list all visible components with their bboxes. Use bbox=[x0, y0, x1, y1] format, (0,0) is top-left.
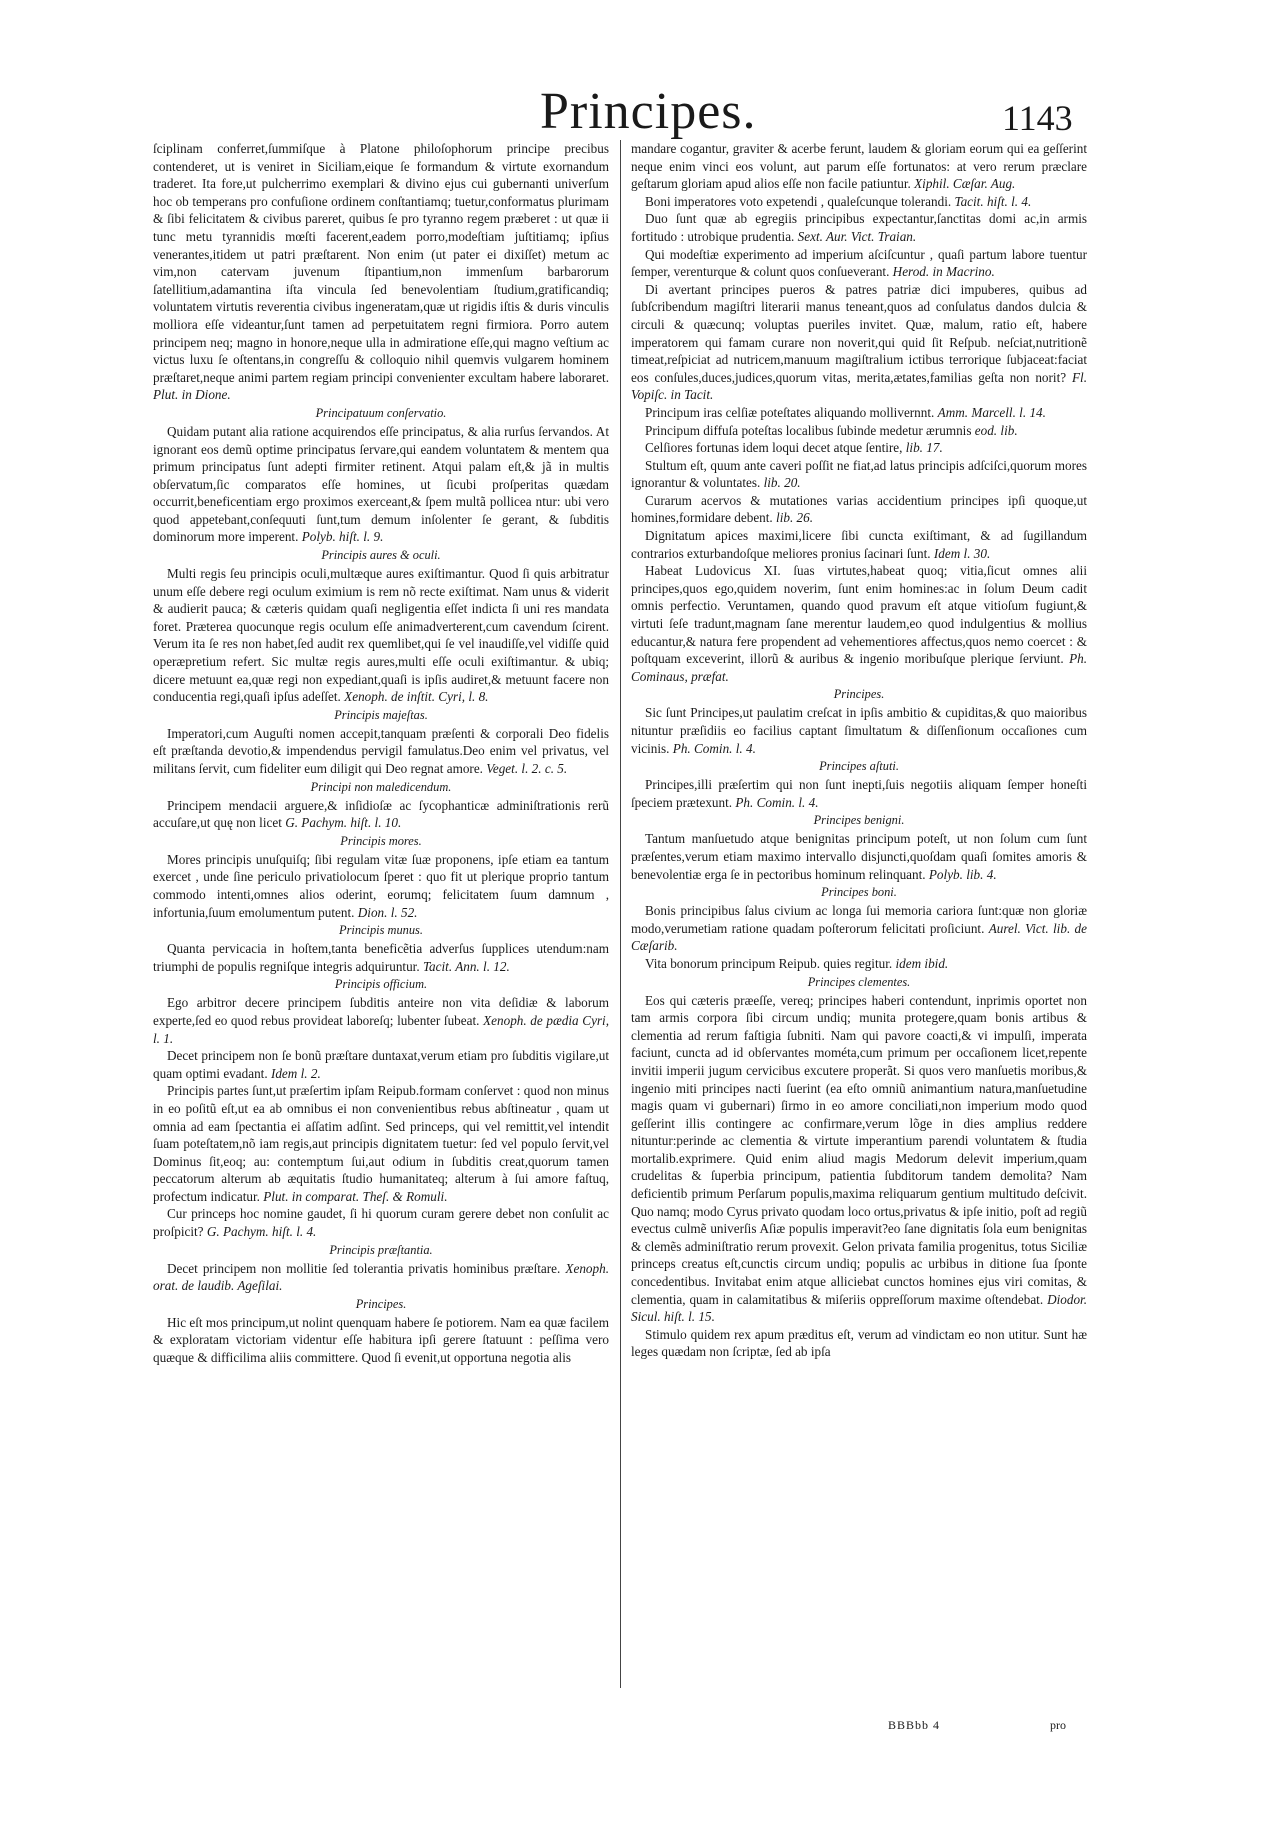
paragraph-text: Principum diffuſa poteſtas localibus ſubinde medetur ærumnis bbox=[645, 422, 972, 438]
paragraph-text: Principes,illi præſertim qui non ſunt inepti,ſuis negotiis aliquam ſemper honeſti ſpeciem prætexunt. bbox=[631, 777, 1087, 810]
section-heading: Principes. bbox=[833, 687, 885, 702]
left-column bbox=[153, 140, 609, 1800]
citation: lib. 26. bbox=[776, 510, 814, 526]
citation: Ph. Comin. l. 4. bbox=[735, 794, 819, 810]
paragraph bbox=[631, 404, 1087, 422]
section-heading: Principes benigni. bbox=[813, 813, 905, 828]
citation: Ph. Cominaus, præfat. bbox=[631, 651, 1087, 684]
citation: G. Pachym. hiſt. l. 10. bbox=[285, 815, 402, 831]
running-head: Principes. bbox=[540, 83, 757, 140]
paragraph bbox=[153, 1260, 609, 1295]
citation: Tacit. Ann. l. 12. bbox=[422, 958, 510, 974]
section-heading: Principes boni. bbox=[821, 885, 897, 900]
paragraph-text: Principum iras celſiæ poteſtates aliquando mollivernnt. bbox=[645, 404, 935, 420]
paragraph-text: Principem mendacii arguere,& inſidioſæ ac ſycophanticæ adminiſtrationis rerũ accuſare,ut quę non licet bbox=[153, 797, 609, 831]
citation: Fl. Vopiſc. in Tacit. bbox=[631, 369, 1087, 403]
paragraph bbox=[153, 565, 609, 706]
paragraph bbox=[631, 140, 1087, 193]
citation: Polyb. hiſt. l. 9. bbox=[301, 529, 384, 545]
paragraph-text: Tantum manſuetudo atque benignitas principum poteſt, ut non ſolum cum ſunt præſentes,verum etiam maximo intervallo disjuncti,quoſdam quaſi ſomites amoris & benevolentiæ erga ſe in pectoribus hominum relinquant. bbox=[631, 831, 1087, 882]
citation: lib. 17. bbox=[905, 440, 943, 456]
citation: Xenoph. de inſtit. Cyri, l. 8. bbox=[344, 689, 489, 705]
paragraph bbox=[153, 851, 609, 921]
paragraph-text: Sic ſunt Principes,ut paulatim creſcat in ipſis ambitio & cupiditas,& quo maioribus nituntur præſidiis eo facilius captant ſimultatum & diſſenſionum occaſiones cum vicinis. bbox=[631, 705, 1087, 756]
paragraph-text: Multi regis ſeu principis oculi,multæque aures exiſtimantur. Quod ſi quis arbitratur unum eſſe debere regi oculum eximium is rem nõ recte exiſtimat. Nam unus & viderit & audierit pauca; & cæteris quidam quaſi negligentia eſſet indicta ſi uni res mandata foret. Præterea quocunque regis oculum eſſe animadverterent,cum cavendum ſcirent. Verum ita ſe res non habet,ſed audit rex quemlibet,qui ſe vel inaudiſſe,vel vidiſſe quid operæpretium refert. Sic multæ regis aures,multi eſſe oculi exiſtimantur. & ubiq; dicere metuunt ea,quæ regi non expediant,quaſi is ipſis audiret,& metuunt facere non conducentia regi,quaſi ipſus adeſſet. bbox=[153, 566, 609, 705]
paragraph-text: Imperatori,cum Auguſti nomen accepit,tanquam præſenti & corporali Deo fidelis eſt præſtanda devotio,& impendendus pervigil famulatus.Deo enim vel privatus, vel militans ſervit, cum fideliter eum diligit qui Deo regnat amore. bbox=[153, 725, 609, 776]
citation: Ph. Comin. l. 4. bbox=[672, 740, 756, 756]
paragraph-text: Duo ſunt quæ ab egregiis principibus expectantur,ſanctitas domi ac,in armis fortitudo : utrobique prudentia. bbox=[631, 211, 1087, 244]
section-heading: Principis præſtantia. bbox=[329, 1242, 433, 1257]
citation: Plut. in comparat. Theſ. & Romuli. bbox=[263, 1188, 448, 1204]
paragraph-text: Decet principem non ſe bonũ præſtare duntaxat,verum etiam pro ſubditis vigilare,ut quam optimi evadant. bbox=[153, 1048, 609, 1081]
paragraph bbox=[631, 210, 1087, 245]
paragraph bbox=[631, 281, 1087, 404]
paragraph-text: Quidam putant alia ratione acquirendos eſſe principatus, & alia rurſus ſervandos. At ignorant eos demũ optime principatus ſervare,qui eandem voluntatem & mentem qua primum principatus ſunt adepti firmiter retinent. Atqui palam eſt,& jã in multis obſervatum,ſic comparatos eſſe homines, ut ſicubi proſperitas quædam occurrit,beneficentiam ergo proximos exerceant,& ſpem multã pollicea ntur: ubi vero quod appetebant,conſequuti ſunt,tum demum inſolenter ſe gerant, & ſubditis dominorum more imperent. bbox=[153, 423, 609, 545]
section-heading: Principes aſtuti. bbox=[819, 759, 899, 774]
signature-mark: BBBbb 4 bbox=[888, 1718, 941, 1732]
paragraph-text: Vita bonorum principum Reipub. quies regitur. bbox=[645, 955, 893, 971]
paragraph bbox=[631, 776, 1087, 811]
citation: Xenoph. de pædia Cyri, l. 1. bbox=[153, 1012, 609, 1046]
paragraph bbox=[153, 1205, 609, 1240]
paragraph bbox=[153, 725, 609, 778]
citation: Dion. l. 52. bbox=[357, 904, 418, 920]
paragraph bbox=[631, 457, 1087, 492]
citation: idem ibid. bbox=[895, 955, 949, 971]
paragraph-text: Eos qui cæteris præeſſe, vereq; principes haberi contendunt, inprimis oportet non tam armis corpora ſibi circum undiq; munita protegere,quam bonis artibus & clementia ad rerum faſtigia ſubniti. Nam qui pavore coacti,& vi impulſi, imperata faciunt, cuncta ad id obſervantes mométa,cum primum per occaſionem licet,repente invitii imperii jugum cervicibus excutere properãt. Si quos vero manſuetis moribus,& ingenio miti principes nacti ſuerint (ea eſto omniũ animantium natura,manſuetudine magis quam vi gubernari) ſirmo in eo amore conciliati,non imperium modo quod geſſerint illis contingere ac confirmare,verum lõge in dies amplius reddere nituntur:perinde ac clementia & virtute imperantium parendi voluntatem & ſtudia mortalib.exprimere. Quid enim aliud magis Medorum delevit imperium,quam crudelitas & ſuperbia principum, patientia ſubditorum tandem demolita? Nam deficientib primum Perſarum populis,maxima reliquarum gentium multitudo deſcivit. Quo namq; modo Cyrus privato quodam loco ortus,privatus & ipſe initio, poſt ad regiũ evectus culmẽ univerſis Aſiæ populis imperavit?eo ſane dignitatis ſola eum benignitas & clemẽs adminiſtratio rerum provexit. Gelon privata familia progenitus, totus Siciliæ princeps creatus eſt,cunctis circum undiq; populis ac urbibus in ditione ſua ſponte concedentibus. Invitabat enim atque alliciebat cunctos homines ejus viri comitas, & clementia, quam in calamitatibus & miſeriis oppreſſorum maxime oſtendebat. bbox=[631, 992, 1087, 1307]
paragraph-text: Celſiores fortunas idem loqui decet atque ſentire, bbox=[645, 440, 903, 456]
section-heading: Principis officium. bbox=[334, 977, 428, 992]
paragraph bbox=[631, 830, 1087, 883]
citation: Amm. Marcell. l. 14. bbox=[937, 404, 1046, 420]
section-heading: Principatuum conſervatio. bbox=[315, 405, 447, 420]
paragraph-text: Stimulo quidem rex apum præditus eſt, verum ad vindictam eo non utitur. Sunt hæ leges quædam non ſcriptæ, ſed ab ipſa bbox=[631, 1326, 1087, 1360]
paragraph-text: Stultum eſt, quum ante caveri poſſit ne fiat,ad latus principis adſciſci,quorum mores ignorantur & voluntates. bbox=[631, 457, 1087, 491]
paragraph-text: Habeat Ludovicus XI. ſuas virtutes,habeat quoq; vitia,ſicut omnes alii principes,quos ego,quidem noverim, ſunt enim homines:ac in ſolum Deum cadit omnis perfectio. Veruntamen, quando quod pravum eſt atque vitioſum fugiunt,& virtuti ſeſe tradunt,magnam ſane merentur laudem,eo quod indulgentius & mollius educantur,& natura fere propendent ad vehementiores affectus,quos nemo coercet : & poſtquam exceverint, illorũ & auribus & ingenio moribuſque plerique ſerviunt. bbox=[631, 563, 1087, 667]
citation: Aurel. Vict. lib. de Cæſarib. bbox=[631, 920, 1087, 954]
paragraph bbox=[631, 422, 1087, 440]
citation: Sext. Aur. Vict. Traian. bbox=[797, 228, 917, 244]
paragraph-text: Decet principem non mollitie ſed tolerantia privatis hominibus præſtare. bbox=[167, 1260, 561, 1276]
citation: Plut. in Dione. bbox=[153, 387, 231, 403]
paragraph bbox=[153, 1047, 609, 1082]
section-heading: Principi non maledicendum. bbox=[310, 779, 452, 794]
paragraph-text: Bonis principibus ſalus civium ac longa ſui memoria cariora ſunt:quæ non gloriæ modo,verumetiam ratione quadam poſterorum felicitati proſiciunt. bbox=[631, 903, 1087, 936]
citation: Idem l. 2. bbox=[270, 1065, 321, 1081]
paragraph bbox=[153, 1082, 609, 1205]
paragraph bbox=[631, 439, 1087, 457]
paragraph-text: Ego arbitror decere principem ſubditis anteire non vita deſidiæ & laborum experte,ſed eo quod rebus provideat laboreſq; lubenter ſubeat. bbox=[153, 995, 609, 1028]
paragraph-text: Mores principis unuſquiſq; ſibi regulam vitæ ſuæ proponens, ipſe etiam ea tantum exercet , unde ſine periculo privatiolocum ſperet : quo fit ut plerique proprio tantum commodo intenti,omnes alios oderint, eorumq; felicitatem ſuum damnum , infortunia,ſuum emolumentum putent. bbox=[153, 851, 609, 920]
paragraph-text: Hic eſt mos principum,ut nolint quenquam habere ſe potiorem. Nam ea quæ facilem & exploratam victoriam videntur eſſe habitura ipſi gerere ſtatuunt : peſſima vero quæque & difficilima aliis committere. Quod ſi evenit,ut opportuna negotia alis bbox=[153, 1314, 609, 1366]
citation: Tacit. hiſt. l. 4. bbox=[954, 193, 1032, 209]
paragraph bbox=[153, 140, 609, 404]
paragraph bbox=[153, 1314, 609, 1367]
paragraph-text: Quanta pervicacia in hoſtem,tanta beneficẽtia adverſus ſupplices utendum:nam triumphi de populis regniſque integris adquiruntur. bbox=[153, 941, 609, 974]
paragraph bbox=[631, 527, 1087, 562]
paragraph-text: Qui modeſtiæ experimento ad imperium aſciſcuntur , quaſi partum labore tuentur ſemper, verenturque & colunt quos conſueverant. bbox=[631, 246, 1087, 280]
paragraph bbox=[631, 955, 1087, 973]
citation: eod. lib. bbox=[974, 422, 1018, 438]
paragraph-text: Dignitatum apices maximi,licere ſibi cuncta exiſtimant, & ad ſugillandum contrarios exturbandoſque meliores pronius ſacinari ſunt. bbox=[631, 528, 1087, 561]
paragraph-text: ſciplinam conferret,ſummiſque à Platone philoſophorum principe precibus contenderet, ut is veniret in Siciliam,eique ſe formandum & virtute exornandum traderet. Ita fore,ut pulcherrimo exemplari & divino ejus cui gubernanti univerſum hoc ob temperans pro confuſione ordinem conſtantiamq; tuetur,conformatus plurimam & ſibi felicitatem & civibus pareret, quibus ſe pro tyranno regem præberet : ut quæ ii tunc metu tyrannidis mœſti facerent,eadem porro,modeſtiam juſtitiamq; ipſius venerantes,itidem ut patri præſtarent. Non enim (ut pater ei dixiſſet) metum ac vim,non catervam juvenum ſtipantium,non immenſum barbarorum ſatellitium,adamantina iſta vincula ſed benevolentiam ſtudium,gratificandiq; voluntatem virtutis reverentia civibus ingeneratam,quæ ut rigidis iſtis & duris vinculis molliora eſſe videantur,ſunt tamen ad perpetuitatem regni firmiora. Porro autem principem neq; magno in honore,neque ulla in admiratione eſſe,qui magno veſtium ac victus luxu ſe oſtentans,in congreſſu & colloquio nihil quemvis vulgarem hominem præſtaret,neque animi partem regiam principi convenienter excultam habere laboraret. bbox=[153, 141, 609, 385]
section-heading: Principes clementes. bbox=[807, 974, 911, 989]
column-rule bbox=[620, 140, 621, 1688]
paragraph-text: Cur princeps hoc nomine gaudet, ſi hi quorum curam gerere debet non conſulit ac proſpicit? bbox=[153, 1206, 609, 1240]
citation: Veget. l. 2. c. 5. bbox=[486, 761, 568, 776]
citation: lib. 20. bbox=[763, 475, 801, 491]
section-heading: Principis mores. bbox=[340, 833, 422, 848]
section-heading: Principis aures & oculi. bbox=[321, 548, 441, 563]
page-number: 1143 bbox=[1002, 98, 1073, 138]
section-heading: Principis munus. bbox=[339, 923, 423, 938]
paragraph bbox=[631, 992, 1087, 1326]
right-column bbox=[631, 140, 1087, 1790]
section-heading: Principes. bbox=[355, 1296, 407, 1311]
paragraph bbox=[631, 902, 1087, 955]
paragraph-text: Curarum acervos & mutationes varias accidentium principes ipſi quoque,ut homines,formidare debent. bbox=[631, 492, 1087, 526]
paragraph bbox=[631, 1326, 1087, 1361]
paragraph bbox=[631, 193, 1087, 211]
paragraph bbox=[631, 492, 1087, 527]
paragraph-text: Principis partes ſunt,ut præſertim ipſam Reipub.formam conſervet : quod non minus in eo poſitũ eſt,ut ea ab omnibus ei non convenientibus rebus abſtineatur , quam ut omnia ad eam ſpectantia ei aſſatim adſint. Sed princeps, qui vel remittit,vel intendit ſuam poteſtatem,nõ iam regis,aut principis dignitatem tuetur: ſed vel populo ſervit,vel Dominus ſit,eoq; au: contemptum ſui,aut odium in ſubditis creat,quorum tamen peccatorum alterum ab æquitatis ſtudio humanitateq; alterum à ſui amore faſtuq, profectum indicatur. bbox=[153, 1083, 609, 1204]
paragraph bbox=[631, 704, 1087, 757]
paragraph bbox=[153, 994, 609, 1047]
catchword: pro bbox=[1050, 1718, 1066, 1732]
paragraph bbox=[153, 797, 609, 832]
section-heading: Principis majeſtas. bbox=[334, 707, 428, 722]
paragraph bbox=[153, 940, 609, 975]
paragraph-text: Di avertant principes pueros & patres patriæ dici impuberes, quibus ad ſubſcribendum magiſtri literarii manus teneant,quos ad conſulatus dandos dulcia & circuli & quæcunq; voluptas pueriles invitet. Quæ, malum, ratio eſt, habere imperatorem qui famam curare non noverit,qui quid ſit Reſpub. neſciat,nutritionẽ timeat,reſpiciat ad nutricem,manuum magiſtralium ictibus terrorique ſubjaceat:faciat eos conſules,duces,judices,quorum vitas, merita,ætates,familias geſta non norit? bbox=[631, 281, 1087, 385]
citation: G. Pachym. hiſt. l. 4. bbox=[206, 1224, 317, 1240]
paragraph bbox=[631, 246, 1087, 281]
paragraph-text: mandare cogantur, graviter & acerbe ferunt, laudem & gloriam eorum qui ea geſſerint neque enim vinci eos volunt, aut parum eſſe fortunatos: at vero rerum præclare geſtarum gloriam apud alios eſſe non facile patiuntur. bbox=[631, 141, 1087, 192]
paragraph bbox=[153, 423, 609, 546]
citation: Herod. in Macrino. bbox=[892, 264, 995, 280]
citation: Xenoph. orat. de laudib. Ageſilai. bbox=[153, 1260, 609, 1294]
citation: Idem l. 30. bbox=[933, 545, 991, 561]
citation: Diodor. Sicul. hiſt. l. 15. bbox=[631, 1291, 1087, 1325]
paragraph bbox=[631, 562, 1087, 685]
citation: Xiphil. Cæſar. Aug. bbox=[914, 176, 1016, 192]
paragraph-text: Boni imperatores voto expetendi , qualeſcunque tolerandi. bbox=[645, 193, 952, 209]
citation: Polyb. lib. 4. bbox=[928, 866, 997, 882]
